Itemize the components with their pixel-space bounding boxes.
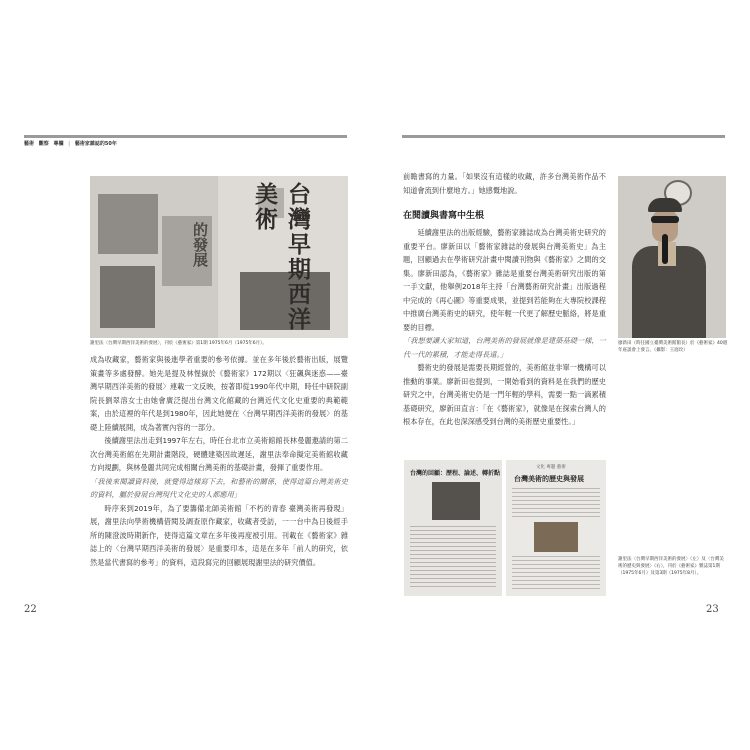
speaker-hat	[648, 198, 682, 212]
body-paragraph: 延續謝里法的出版經驗，藝術家雜誌成為台灣美術史研究的重要平台。廖新田以「藝術家雜誌的發展與台灣美術史」為主題，回顧過去在學術研究計畫中閱讀刊物與《藝術家》之間的交集。廖新田認為，《藝術家》雜誌是重要台灣美術研究出版的第一手文獻，他舉例2018年主持「台灣藝術研究計畫」出版過程中完成的《再心圖》等重要成果，並提到若能夠在大專院校課程中推廣台灣美術史的研究，使年輕一代更了解歷史脈絡，將是重要的目標。	[403, 228, 606, 332]
microphone-icon	[662, 234, 668, 264]
header-tag: 藝術	[24, 141, 35, 147]
body-paragraph: 成為收藏家，藝術家與後進學者重要的參考依據。並在多年後於藝術出版，展覽策畫等多處發酵。她先是提及林惺嶽於《藝術家》172期以〈狂飆與迷惑——臺灣早期西洋美術的發展〉連載一文反映，按著即從1990年代中期，時任中研院副院長劉翠溶女士由她會廣泛提出台灣文化館藏的台灣近代文化史重要的典範範案，由於這裡的年代是到1980年，因此她便在〈台灣早期西洋美術的發展〉的基礎上陸續展開，成為著實內容的一部分。	[90, 355, 348, 432]
clippings-caption: 謝里法〈台灣早期西洋美術的發展〉（左）及〈台灣美術的歷史與發展〉（右），刊於《藝術家》雜誌第1期（1975年6月）及第3期（1975年8月）。	[618, 557, 724, 576]
header-tag: 觀察	[38, 141, 49, 147]
clipping-kicker: 文化 專題 藝術	[536, 465, 566, 470]
body-paragraph: 藝術史的發展是需要長期經營的，美術館並非單一機構可以推動的事業。廖新田也提到，一開始看到的資料是在我們的歷史研究之中，台灣美術史仍是一門年輕的學科，需要一點一滴累積基礎研究，廖新田直言：「在《藝術家》，就像是在探索台灣人的根本存在，在此也深深感受到台灣的美術歷史重要性。」	[403, 363, 606, 426]
header-separator: |	[68, 141, 71, 147]
clipping-headline: 台灣美術的歷史與發展	[514, 475, 584, 483]
photo-headline-sub: 的發展	[191, 222, 209, 267]
photo-caption: 謝里法〈台灣早期西洋美術的發展〉，刊於《藝術家》第1期 1975年6月（1975年6月）。	[90, 341, 267, 346]
photo-illustration	[98, 194, 158, 254]
speaker-glasses	[651, 216, 679, 223]
clipping-text-lines	[512, 556, 600, 592]
clipping-text-lines	[410, 526, 496, 590]
page-number: 23	[706, 604, 719, 615]
magazine-spread-photo	[90, 176, 348, 338]
top-rule-left	[24, 135, 347, 138]
body-paragraph: 時序來到2019年，為了要籌備北師美術館「不朽的青春 臺灣美術再發現」展，謝里法向學術機構借閱及調查原作藏家，收藏者受訪，一一台中為日後經手所的陳澄波時期新作，使得這篇文章在多年後再度被引用。刊載在《藝術家》雜誌上的〈台灣早期西洋美術的發展〉是重要印本，這是在多年「前人的研究，依然是當代書寫的參考」的資料，這段寫完的回顧展現謝里法的研究價值。	[90, 503, 348, 567]
speaker-photo	[618, 176, 726, 338]
clipping-photo	[534, 522, 578, 552]
top-rule-right	[402, 135, 725, 138]
speaker-photo-caption: 廖新田（時任國立臺灣美術館館長）於《藝術家》40週年座談會上發言。（攝影：王庭玫）	[618, 341, 728, 353]
clipping-left	[404, 460, 502, 596]
opening-paragraph: 前瞻書寫的力量。「如果沒有這樣的收藏，許多台灣美術作品不知道會流到什麼地方。」她感慨地說。	[403, 172, 606, 195]
body-paragraph: 後續謝里法出走到1997年左右，時任台北市立美術館館長林曼麗邀請的第二次台灣美術館在先期計畫階段，硬體建築因故遲延，謝里法奉命擬定美術館收藏方向規劃，與林曼麗共同完成相關台灣美術的基礎計畫，發揮了重要作用。	[90, 436, 348, 472]
pull-quote: 「我後來閱讀資料後，就覺得這樣寫下去，和藝術的關係，使得這篇台灣美術史的資料，屬於發展台灣現代文化史的人都應用」	[90, 476, 348, 499]
clipping-headline: 台灣的回顧：歷程、論述、轉折點	[410, 470, 501, 477]
pull-quote: 「我想要讓大家知道，台灣美術的發展就像是建築基礎一樣，一代一代的累積，才能走得長遠。」	[403, 336, 606, 359]
header-title: 藝術家雜誌的50年	[74, 141, 117, 147]
clipping-right	[506, 460, 606, 596]
section-subhead: 在閱讀與書寫中生根	[403, 211, 485, 221]
clipping-text-lines	[512, 488, 600, 518]
running-header	[24, 141, 120, 148]
photo-illustration	[100, 266, 155, 328]
photo-headline: 台灣早期西洋美術	[251, 182, 311, 332]
header-tag: 專欄	[53, 141, 64, 147]
magazine-clippings	[404, 460, 606, 596]
left-body	[90, 353, 348, 569]
clipping-photo	[432, 482, 480, 520]
right-body	[403, 226, 606, 429]
page-number: 22	[24, 604, 37, 615]
